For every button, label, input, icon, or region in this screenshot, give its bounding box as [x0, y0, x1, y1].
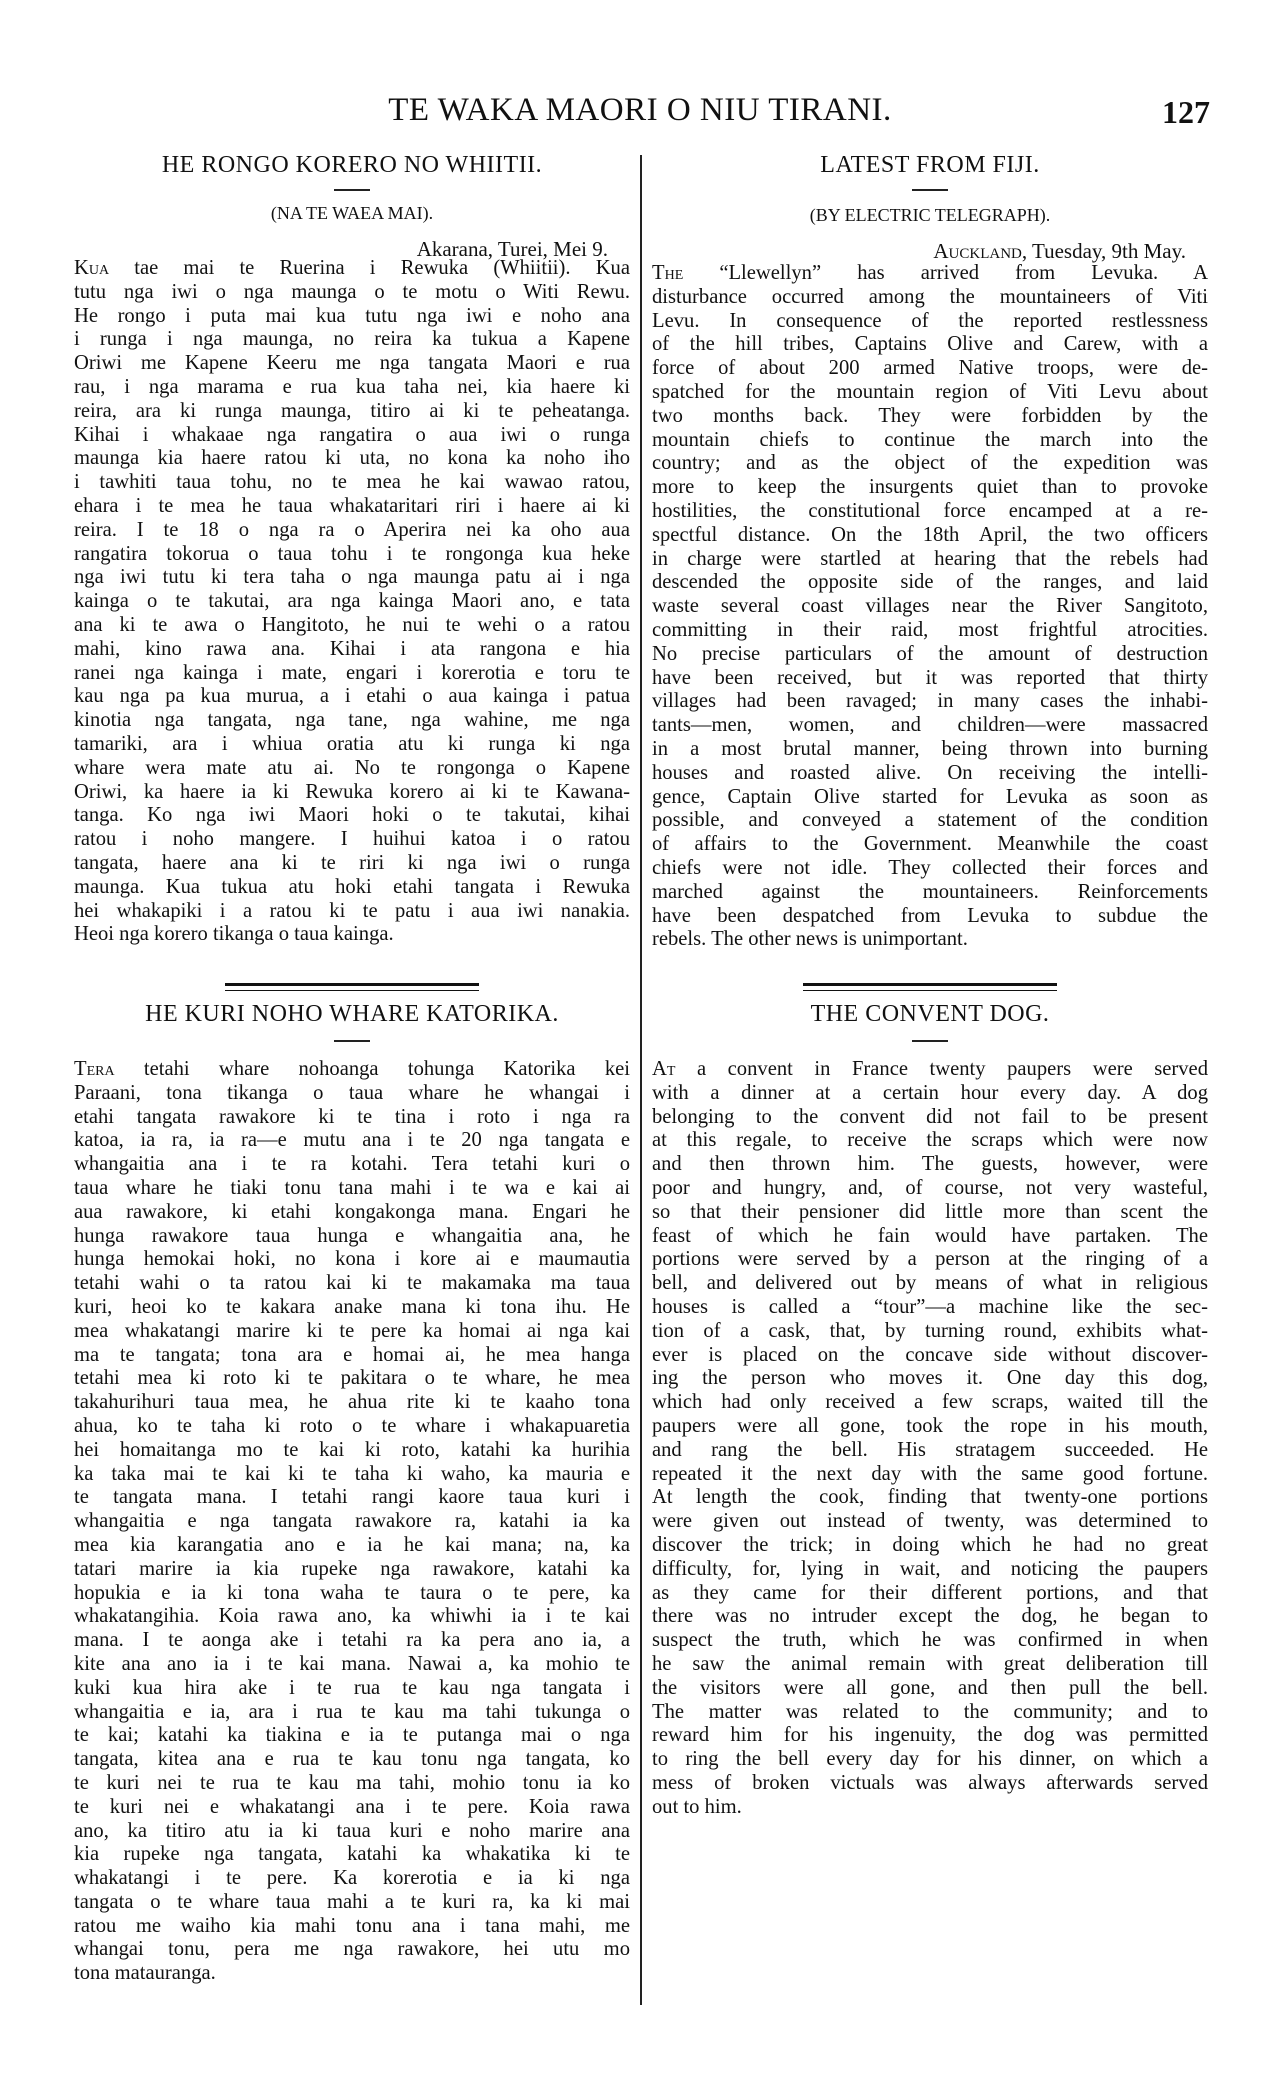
- line-text: marched against the mountaineers. Reinforcements: [652, 880, 1208, 903]
- line-text: mahi, kino rawa ana. Kihai i ata rangona e hia: [74, 637, 630, 660]
- text-line: [74, 352, 630, 376]
- line-text: Kihai i whakaae nga rangatira o aua iwi o runga: [74, 423, 630, 446]
- text-line: [74, 781, 630, 805]
- text-line: [74, 305, 630, 329]
- line-text: a convent in France twenty paupers were served: [675, 1058, 1208, 1080]
- text-line: [74, 1391, 630, 1415]
- line-text: maunga. Kua tukua atu hoki etahi tangata i Rewuka: [74, 875, 630, 898]
- line-text: tatari marire ia kia rupeke nga rawakore, katahi ka: [74, 1557, 630, 1580]
- line-text: reira. I te 18 o nga ra o Aperira nei ka oho aua: [74, 518, 630, 541]
- text-line: [652, 1344, 1208, 1368]
- line-text: kia rupeke nga tangata, katahi ka whakatika ki te: [74, 1843, 630, 1866]
- line-text: ano, ka titiro atu ia ki taua kuri e noho marire ana: [74, 1819, 630, 1842]
- text-line: [652, 1724, 1208, 1748]
- line-text: whakatangi i te pere. Ka korerotia e ia ki nga: [74, 1867, 630, 1890]
- text-line: [652, 1201, 1208, 1225]
- text-line: [652, 1748, 1208, 1772]
- line-text: i tawhiti taua tohu, no te mea he kai wawao ratou,: [74, 471, 630, 494]
- line-text: have been despatched from Levuka to subdue the: [652, 904, 1208, 927]
- line-text: te kuri nei te rua te kau ma tahi, mohio tonu ia ko: [74, 1771, 630, 1794]
- line-text: tangata o te whare taua mahi a te kuri ra, ka ki mai: [74, 1890, 630, 1913]
- text-line: [652, 1153, 1208, 1177]
- line-text: mea whakatangi marire ki te pere ka homai ai nga kai: [74, 1319, 630, 1342]
- line-text: suspect the truth, which he was confirmed in when: [652, 1629, 1208, 1652]
- line-text: tangata, haere ana ki te riri ki nga iwi o runga: [74, 851, 630, 874]
- line-text: rau, i nga marama e rua kua taha nei, kia haere ki: [74, 375, 630, 398]
- masthead-title: TE WAKA MAORI O NIU TIRANI.: [388, 92, 892, 128]
- page-number: 127: [1162, 94, 1210, 130]
- text-line: [74, 1582, 630, 1606]
- text-line: [74, 1320, 630, 1344]
- text-line: [74, 900, 630, 924]
- line-text: te kuri nei e whakatangi ana i te pere. Koia rawa: [74, 1795, 630, 1818]
- text-line: [74, 1058, 630, 1082]
- text-line: [652, 1367, 1208, 1391]
- text-line: [652, 1486, 1208, 1510]
- line-text: houses and roasted alive. On receiving the intelli-: [652, 761, 1208, 784]
- text-line: [652, 1605, 1208, 1629]
- line-text: in a most brutal manner, being thrown into burning: [652, 737, 1208, 760]
- line-text: te tangata mana. I tetahi rangi kaore taua kuri i: [74, 1486, 630, 1509]
- text-line: [74, 1296, 630, 1320]
- line-text: whare wera mate atu ai. No te rongonga o Kapene: [74, 756, 630, 779]
- text-line: [652, 500, 1208, 524]
- text-line: [652, 310, 1208, 334]
- text-line: [74, 1558, 630, 1582]
- line-text: with a dinner at a certain hour every day. A dog: [652, 1081, 1208, 1104]
- line-text: katoa, ia ra, ia ra—e mutu ana i te 20 nga tangata e: [74, 1129, 630, 1152]
- text-line: [74, 1415, 630, 1439]
- line-text: of affairs to the Government. Meanwhile the coast: [652, 833, 1208, 856]
- line-text: Oriwi me Kapene Keeru me nga tangata Maori e rua: [74, 352, 630, 375]
- line-text: tae mai te Ruerina i Rewuka (Whiitii). Kua: [109, 257, 630, 279]
- text-line: [652, 1082, 1208, 1106]
- article-title: HE KURI NOHO WHARE KATORIKA.: [145, 1001, 559, 1027]
- text-line: [74, 376, 630, 400]
- line-text: whangaitia e ia, ara i rua te kau ma tahi tukunga o: [74, 1700, 630, 1723]
- text-line: [652, 1463, 1208, 1487]
- line-text: ma te tangata; tona ara e homai ai, he mea hanga: [74, 1343, 630, 1366]
- text-line: [74, 1772, 630, 1796]
- line-text: He rongo i puta mai kua tutu nga iwi e noho ana: [74, 304, 630, 327]
- text-line: [652, 595, 1208, 619]
- line-text: and rang the bell. His stratagem succeeded. He: [652, 1438, 1208, 1461]
- article-title: HE RONGO KORERO NO WHIITII.: [161, 152, 543, 178]
- text-line: [74, 495, 630, 519]
- text-line: [74, 1820, 630, 1844]
- text-line: [652, 905, 1208, 929]
- title-rule: [912, 189, 948, 191]
- text-line: [74, 804, 630, 828]
- line-text: tion of a cask, that, by turning round, exhibits what-: [652, 1319, 1208, 1342]
- line-text: out to him.: [652, 1795, 742, 1818]
- line-text: mea kia karangatia ano e ia he kai mana; na, ka: [74, 1533, 630, 1556]
- text-line: [652, 476, 1208, 500]
- text-line: [74, 876, 630, 900]
- line-text: ehara i te mea he taua whakataritari riri i haere ai ki: [74, 494, 630, 517]
- text-line: [74, 1201, 630, 1225]
- text-line: [652, 1058, 1208, 1082]
- line-text: kuki kua hira ake i te rua te kau nga tangata i: [74, 1676, 630, 1699]
- line-text: Oriwi, ka haere ia ki Rewuka korero ai ki te Kawana-: [74, 780, 630, 803]
- text-line: [74, 1605, 630, 1629]
- line-text: mountain chiefs to continue the march into the: [652, 428, 1208, 451]
- text-line: [652, 1177, 1208, 1201]
- line-text: Heoi nga korero tikanga o taua kainga.: [74, 923, 394, 946]
- line-text: so that their pensioner did little more than scent the: [652, 1200, 1208, 1223]
- line-text: waste several coast villages near the River Sangitoto,: [652, 595, 1208, 618]
- text-line: [652, 1272, 1208, 1296]
- text-line: [652, 1320, 1208, 1344]
- text-line: [74, 471, 630, 495]
- line-text: which had only received a few scraps, waited till the: [652, 1391, 1208, 1414]
- text-line: [652, 333, 1208, 357]
- text-line: [74, 1796, 630, 1820]
- title-rule: [334, 189, 370, 191]
- line-text: hunga rawakore taua hunga e whangaitia ana, he: [74, 1224, 630, 1247]
- text-line: [652, 1439, 1208, 1463]
- article-title: THE CONVENT DOG.: [810, 1001, 1050, 1027]
- line-text: tanga. Ko nga iwi Maori hoki o te takutai, kihai: [74, 804, 630, 827]
- text-line: [652, 1677, 1208, 1701]
- line-text: repeated it the next day with the same good fortune.: [652, 1462, 1208, 1485]
- text-line: [74, 923, 630, 947]
- text-line: [652, 881, 1208, 905]
- text-line: [74, 1082, 630, 1106]
- line-text: were given out instead of twenty, was determined to: [652, 1510, 1208, 1533]
- article-title: LATEST FROM FIJI.: [820, 152, 1040, 178]
- line-text: tants—men, women, and children—were massacred: [652, 714, 1208, 737]
- line-text: gence, Captain Olive started for Levuka as soon as: [652, 785, 1208, 808]
- text-line: [74, 1843, 630, 1867]
- text-line: [652, 619, 1208, 643]
- text-line: [652, 381, 1208, 405]
- line-text: whakatangihia. Koia rawa ano, ka whiwhi ia i te kai: [74, 1605, 630, 1628]
- line-text: mana. I te aonga ake i tetahi ra ka pera ano ia, a: [74, 1629, 630, 1652]
- line-text: to ring the bell every day for his dinner, on which a: [652, 1748, 1208, 1771]
- text-line: [74, 852, 630, 876]
- text-line: [74, 1629, 630, 1653]
- section-double-rule: [803, 983, 1057, 991]
- article-body: [652, 262, 1208, 952]
- line-text: and then thrown him. The guests, however, were: [652, 1153, 1208, 1176]
- text-line: [74, 1701, 630, 1725]
- line-text: the visitors were all gone, and then pull the bell.: [652, 1676, 1208, 1699]
- text-line: [652, 1225, 1208, 1249]
- line-text: hei homaitanga mo te kai ki roto, katahi ka hurihia: [74, 1438, 630, 1461]
- line-text: tutu nga iwi o nga maunga o te motu o Witi Rewu.: [74, 280, 630, 303]
- dateline: [933, 239, 1186, 264]
- line-text: hostilities, the constitutional force encamped at a re-: [652, 499, 1208, 522]
- text-line: [74, 1653, 630, 1677]
- text-line: [74, 1962, 630, 1986]
- dateline: Akarana, Turei, Mei 9.: [416, 237, 608, 261]
- lead-word: Tera: [74, 1058, 115, 1080]
- line-text: ranei nga kainga i mate, engari i korerotia e toru te: [74, 661, 630, 684]
- text-line: [74, 614, 630, 638]
- title-rule: [334, 1040, 370, 1042]
- text-line: [652, 1701, 1208, 1725]
- text-line: [74, 1724, 630, 1748]
- line-text: rangatira tokorua o taua tohu i te rongonga kua heke: [74, 542, 630, 565]
- line-text: descended the opposite side of the ranges, and laid: [652, 571, 1208, 594]
- line-text: chiefs were not idle. They collected their forces and: [652, 856, 1208, 879]
- text-line: [652, 1534, 1208, 1558]
- text-line: [74, 1177, 630, 1201]
- line-text: kite ana ano ia i te kai mana. Nawai a, ka mohio te: [74, 1652, 630, 1675]
- line-text: committing in their raid, most frightful atrocities.: [652, 618, 1208, 641]
- text-line: [74, 757, 630, 781]
- text-line: [74, 1272, 630, 1296]
- text-line: [74, 1248, 630, 1272]
- line-text: feast of which he fain would have partaken. The: [652, 1224, 1208, 1247]
- line-text: kainga o te takutai, ara nga kainga Maori ano, e tata: [74, 590, 630, 613]
- article-body: [74, 257, 630, 947]
- line-text: possible, and conveyed a statement of the condition: [652, 809, 1208, 832]
- text-line: [74, 638, 630, 662]
- line-text: aua rawakore, ki etahi kongakonga mana. Engari he: [74, 1200, 630, 1223]
- text-line: [652, 1772, 1208, 1796]
- line-text: Levu. In consequence of the reported restlessness: [652, 309, 1208, 332]
- line-text: as they came for their different portions, and that: [652, 1581, 1208, 1604]
- text-line: [74, 257, 630, 281]
- text-line: [652, 1248, 1208, 1272]
- text-line: [652, 1558, 1208, 1582]
- text-line: [74, 519, 630, 543]
- text-line: [74, 1867, 630, 1891]
- text-line: [652, 1510, 1208, 1534]
- line-text: whangaitia e nga tangata rawakore ra, katahi ia ka: [74, 1510, 630, 1533]
- line-text: of the hill tribes, Captains Olive and Carew, with a: [652, 333, 1208, 356]
- lead-word: At: [652, 1058, 676, 1080]
- article-subtitle: (NA TE WAEA MAI).: [270, 203, 434, 223]
- line-text: poor and hungry, and, of course, not very wasteful,: [652, 1176, 1208, 1199]
- line-text: takahurihuri taua mea, he ahua rite ki te kaaho tona: [74, 1391, 630, 1414]
- line-text: taua whare he tiaki tonu tana mahi i te wa e kai ai: [74, 1176, 630, 1199]
- text-line: [652, 857, 1208, 881]
- article-body: [652, 1058, 1208, 1820]
- text-line: [74, 590, 630, 614]
- line-text: reira, ara ki runga maunga, titiro ai ki te peheatanga.: [74, 399, 630, 422]
- line-text: “Llewellyn” has arrived from Levuka. A: [683, 262, 1208, 284]
- text-line: [74, 1915, 630, 1939]
- text-line: [74, 733, 630, 757]
- line-text: ka taka mai te kai ki te taha ki waho, ka mauria e: [74, 1462, 630, 1485]
- line-text: paupers were all gone, took the rope in his mouth,: [652, 1414, 1208, 1437]
- text-line: [652, 405, 1208, 429]
- text-line: [652, 1582, 1208, 1606]
- line-text: portions were served by a person at the ringing of a: [652, 1248, 1208, 1271]
- left-column: [74, 0, 630, 2089]
- text-line: [74, 709, 630, 733]
- text-line: [652, 429, 1208, 453]
- line-text: more to keep the insurgents quiet than to provoke: [652, 476, 1208, 499]
- line-text: discover the trick; in doing which he had no great: [652, 1533, 1208, 1556]
- text-line: [652, 1653, 1208, 1677]
- line-text: hunga hemokai hoki, no kona i kore ai e maumautia: [74, 1248, 630, 1271]
- text-line: [652, 571, 1208, 595]
- text-line: [652, 667, 1208, 691]
- text-line: [74, 281, 630, 305]
- line-text: whangaitia ana i te ra kotahi. Tera tetahi kuri o: [74, 1153, 630, 1176]
- text-line: [652, 1129, 1208, 1153]
- line-text: ratou i noho mangere. I huihui katoa i o ratou: [74, 828, 630, 851]
- text-line: [74, 328, 630, 352]
- text-line: [652, 262, 1208, 286]
- text-line: [74, 1748, 630, 1772]
- text-line: [652, 928, 1208, 952]
- text-line: [652, 762, 1208, 786]
- dateline-date: , Tuesday, 9th May.: [1021, 239, 1186, 263]
- line-text: disturbance occurred among the mountaineers of Viti: [652, 285, 1208, 308]
- line-text: maunga kia haere ratou ki uta, no kona ka noho iho: [74, 447, 630, 470]
- line-text: etahi tangata rawakore ki te tina i roto i nga ra: [74, 1105, 630, 1128]
- dateline-place: Auckland: [933, 239, 1022, 263]
- text-line: [652, 643, 1208, 667]
- text-line: [74, 566, 630, 590]
- line-text: tona matauranga.: [74, 1962, 216, 1985]
- text-line: [74, 1344, 630, 1368]
- line-text: two months back. They were forbidden by the: [652, 404, 1208, 427]
- line-text: ahua, ko te taha ki roto o te whare i whakapuaretia: [74, 1414, 630, 1437]
- line-text: hopukia e ia ki tona waha te taura o te pere, ka: [74, 1581, 630, 1604]
- text-line: [652, 357, 1208, 381]
- line-text: kau nga pa kua murua, a i etahi o aua kainga i patua: [74, 685, 630, 708]
- line-text: Paraani, tona tikanga o taua whare he whangai i: [74, 1081, 630, 1104]
- line-text: te kai; katahi ka tiakina e ia te putanga mai o nga: [74, 1724, 630, 1747]
- text-line: [652, 833, 1208, 857]
- text-line: [652, 1106, 1208, 1130]
- line-text: tetahi wahi o ta ratou kai ki te makamaka ma taua: [74, 1272, 630, 1295]
- text-line: [74, 685, 630, 709]
- line-text: ana ki te awa o Hangitoto, he nui te wehi o a ratou: [74, 613, 630, 636]
- line-text: have been received, but it was reported that thirty: [652, 666, 1208, 689]
- text-line: [74, 1938, 630, 1962]
- text-line: [652, 738, 1208, 762]
- text-line: [74, 1106, 630, 1130]
- text-line: [74, 543, 630, 567]
- line-text: force of about 200 armed Native troops, were de-: [652, 357, 1208, 380]
- text-line: [74, 400, 630, 424]
- line-text: At length the cook, finding that twenty-one portions: [652, 1486, 1208, 1509]
- line-text: tetahi whare nohoanga tohunga Katorika kei: [114, 1058, 630, 1080]
- line-text: at this regale, to receive the scraps which were now: [652, 1129, 1208, 1152]
- line-text: tangata, kitea ana e rua te kau tonu nga tangata, ko: [74, 1748, 630, 1771]
- text-line: [652, 452, 1208, 476]
- right-column: [652, 0, 1208, 2089]
- text-line: [74, 424, 630, 448]
- line-text: ever is placed on the concave side without discover-: [652, 1343, 1208, 1366]
- text-line: [652, 809, 1208, 833]
- text-line: [74, 1225, 630, 1249]
- column-divider: [640, 155, 642, 2005]
- text-line: [74, 1439, 630, 1463]
- text-line: [652, 524, 1208, 548]
- line-text: whangai tonu, pera me nga rawakore, hei utu mo: [74, 1938, 630, 1961]
- text-line: [74, 1510, 630, 1534]
- line-text: in charge were startled at hearing that the rebels had: [652, 547, 1208, 570]
- line-text: ing the person who moves it. One day this dog,: [652, 1367, 1208, 1390]
- line-text: rebels. The other news is unimportant.: [652, 928, 968, 951]
- text-line: [74, 1891, 630, 1915]
- line-text: The matter was related to the community; and to: [652, 1700, 1208, 1723]
- line-text: spatched for the mountain region of Viti Levu about: [652, 380, 1208, 403]
- line-text: tetahi mea ki roto ki te pakitara o te whare, he mea: [74, 1367, 630, 1390]
- line-text: nga iwi tutu ki tera taha o nga maunga patu ai i nga: [74, 566, 630, 589]
- text-line: [652, 1629, 1208, 1653]
- line-text: there was no intruder except the dog, he began to: [652, 1605, 1208, 1628]
- text-line: [74, 1677, 630, 1701]
- line-text: i runga i nga maunga, no reira ka tukua a Kapene: [74, 328, 630, 351]
- line-text: villages had been ravaged; in many cases the inhabi-: [652, 690, 1208, 713]
- text-line: [652, 714, 1208, 738]
- line-text: hei whakapiki i a ratou ki te patu i aua iwi nanakia.: [74, 899, 630, 922]
- line-text: country; and as the object of the expedition was: [652, 452, 1208, 475]
- line-text: reward him for his ingenuity, the dog was permitted: [652, 1724, 1208, 1747]
- text-line: [652, 786, 1208, 810]
- text-line: [652, 548, 1208, 572]
- line-text: kinotia nga tangata, nga tane, nga wahine, me nga: [74, 709, 630, 732]
- text-line: [74, 1534, 630, 1558]
- line-text: kuri, heoi ko te kakara anake mana ki tona ihu. He: [74, 1295, 630, 1318]
- lead-word: Kua: [74, 257, 110, 279]
- line-text: he saw the animal remain with great deliberation till: [652, 1652, 1208, 1675]
- text-line: [652, 1391, 1208, 1415]
- line-text: bell, and delivered out by means of what in religious: [652, 1272, 1208, 1295]
- text-line: [652, 1296, 1208, 1320]
- lead-word: The: [652, 262, 684, 284]
- line-text: No precise particulars of the amount of destruction: [652, 642, 1208, 665]
- line-text: belonging to the convent did not fail to be present: [652, 1105, 1208, 1128]
- text-line: [74, 828, 630, 852]
- text-line: [652, 690, 1208, 714]
- text-line: [74, 1153, 630, 1177]
- text-line: [74, 447, 630, 471]
- article-body: [74, 1058, 630, 1986]
- text-line: [74, 1367, 630, 1391]
- text-line: [652, 1415, 1208, 1439]
- text-line: [652, 1796, 1208, 1820]
- line-text: tamariki, ara i whiua oratia atu ki runga ki nga: [74, 732, 630, 755]
- text-line: [74, 1463, 630, 1487]
- text-line: [74, 1486, 630, 1510]
- section-double-rule: [225, 983, 479, 991]
- title-rule: [912, 1040, 948, 1042]
- line-text: spectful distance. On the 18th April, the two officers: [652, 523, 1208, 546]
- line-text: difficulty, for, lying in wait, and noticing the paupers: [652, 1557, 1208, 1580]
- article-subtitle: (BY ELECTRIC TELEGRAPH).: [809, 205, 1051, 225]
- text-line: [74, 662, 630, 686]
- text-line: [74, 1129, 630, 1153]
- text-line: [652, 286, 1208, 310]
- line-text: houses is called a “tour”—a machine like the sec-: [652, 1295, 1208, 1318]
- line-text: mess of broken victuals was always afterwards served: [652, 1771, 1208, 1794]
- line-text: ratou me waiho kia mahi tonu ana i tana mahi, me: [74, 1914, 630, 1937]
